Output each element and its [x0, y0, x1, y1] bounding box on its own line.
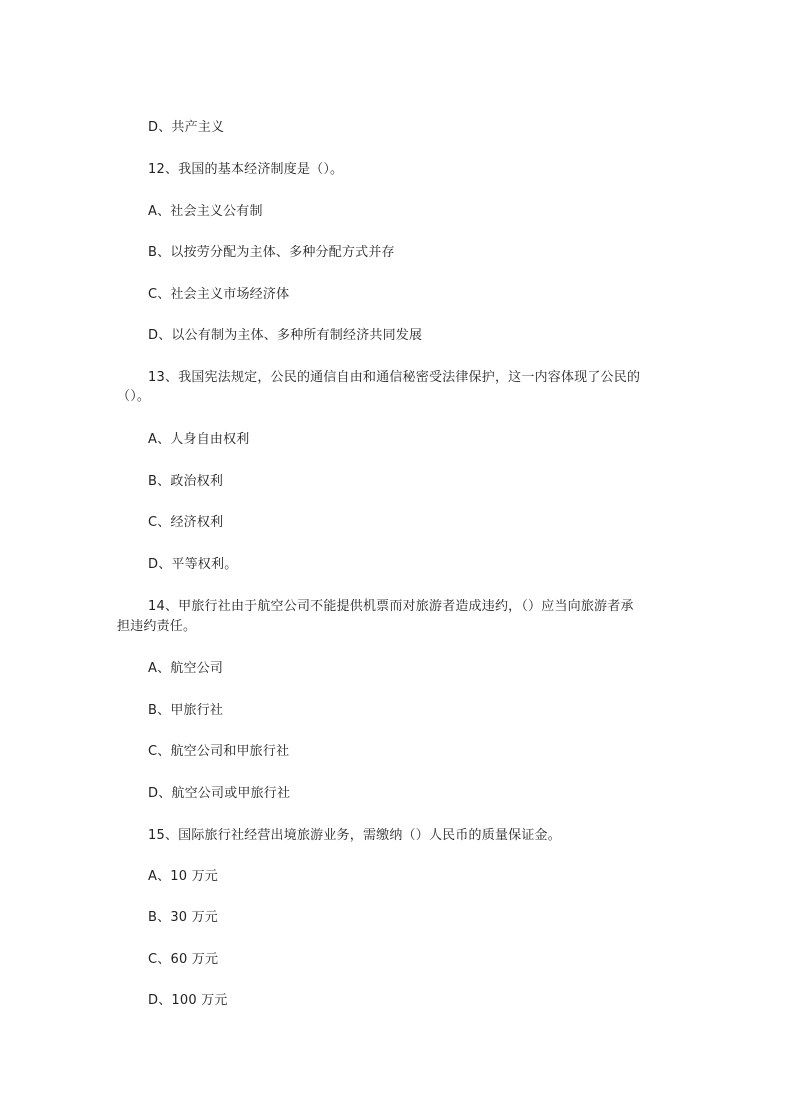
option-12-d: D、以公有制为主体、多种所有制经济共同发展	[148, 328, 423, 343]
question-13-continuation: （）。	[117, 389, 151, 404]
option-13-c: C、经济权利	[148, 515, 224, 530]
option-13-b: B、政治权利	[148, 474, 224, 489]
option-14-c: C、航空公司和甲旅行社	[148, 744, 290, 759]
option-12-a: A、社会主义公有制	[148, 204, 263, 219]
option-12-b: B、以按劳分配为主体、多种分配方式并存	[148, 245, 395, 260]
option-15-b: B、30 万元	[148, 910, 218, 925]
option-13-d: D、平等权利。	[148, 557, 238, 572]
option-14-a: A、航空公司	[148, 661, 224, 676]
question-13: 13、我国宪法规定，公民的通信自由和通信秘密受法律保护，这一内容体现了公民的	[148, 370, 641, 385]
question-14-continuation: 担违约责任。	[117, 619, 197, 634]
option-14-b: B、甲旅行社	[148, 703, 224, 718]
option-15-d: D、100 万元	[148, 993, 228, 1008]
option-14-d: D、航空公司或甲旅行社	[148, 786, 291, 801]
option-13-a: A、人身自由权利	[148, 432, 250, 447]
question-14: 14、甲旅行社由于航空公司不能提供机票而对旅游者造成违约，（）应当向旅游者承	[148, 599, 634, 614]
option-11-d: D、共产主义	[148, 120, 225, 135]
option-15-c: C、60 万元	[148, 952, 219, 967]
option-12-c: C、社会主义市场经济体	[148, 287, 290, 302]
option-15-a: A、10 万元	[148, 869, 218, 884]
question-12: 12、我国的基本经济制度是（）。	[148, 162, 344, 177]
question-15: 15、国际旅行社经营出境旅游业务，需缴纳（）人民币的质量保证金。	[148, 828, 561, 843]
